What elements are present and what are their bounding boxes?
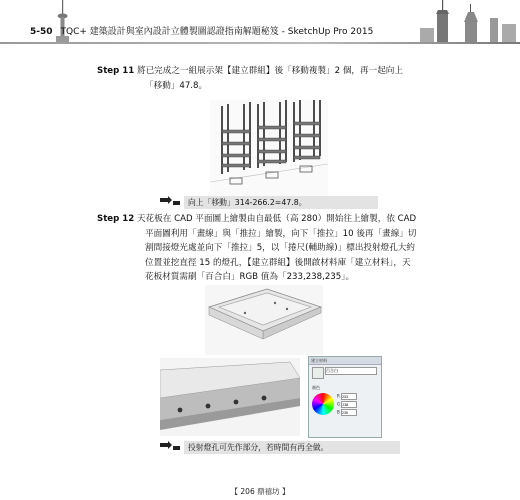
header-rule (0, 42, 520, 44)
create-material-dialog (308, 356, 382, 438)
header-book-title: TQC+ 建築設計與室內設計立體製圖認證指南解題秘笈 - SketchUp Pro 2015 (60, 27, 374, 37)
color-section-label: 顏色 (312, 385, 320, 390)
step-12-text-0: 天花板在 CAD 平面圖上繪製由自最低（高 280）開始往上繪製，依 CAD (136, 214, 417, 224)
step-12-text-1: 平面圖利用「畫線」與「推拉」繪製，向下「推拉」10 後再「畫線」切 (145, 228, 417, 239)
material-swatch (312, 367, 324, 379)
shelving-drawing (210, 100, 328, 198)
figure-lamp-holes-closeup (160, 358, 300, 436)
tips-icon-2 (160, 441, 180, 453)
step-12-text-2: 割間接燈光處並向下「推拉」5，以「捲尺(輔助線)」標出投射燈孔大約 (145, 243, 415, 253)
figure-shelving-units (210, 100, 328, 198)
step-11 (97, 64, 427, 93)
step-12 (97, 212, 427, 285)
note-2 (184, 441, 400, 454)
right-skyline-decoration (420, 0, 520, 44)
rgb-rows (337, 393, 377, 417)
rgb-r-label: R (337, 393, 340, 399)
material-name-input[interactable] (325, 367, 377, 375)
step-11-label: Step 11 (97, 66, 135, 76)
rgb-row-b (337, 409, 377, 417)
page-footer: 【 206 鼎禧坊 】 (230, 487, 290, 496)
color-wheel (312, 393, 334, 415)
tips-icon (160, 196, 180, 208)
rgb-b-label: B (337, 409, 340, 415)
rgb-g-field[interactable] (341, 401, 357, 408)
dialog-title: 建立材料 (311, 358, 327, 363)
page-header (0, 0, 520, 58)
dialog-title-bar (309, 357, 381, 365)
rgb-row-g (337, 401, 377, 409)
rgb-g-label: G (337, 401, 341, 407)
header-page-number: 5-50 (30, 27, 53, 37)
step-12-text-3: 位置並挖直徑 15 的燈孔，【建立群組】後開啟材料庫「建立材料」，天 (145, 257, 411, 268)
step-12-line-0 (97, 212, 427, 227)
note-1 (184, 196, 378, 209)
closeup-drawing (160, 358, 300, 436)
rgb-row-r (337, 393, 377, 401)
step-12-label: Step 12 (97, 214, 135, 224)
rgb-r-field[interactable] (341, 393, 357, 400)
rgb-b-field[interactable] (341, 409, 357, 416)
ceiling-drawing (205, 285, 323, 355)
figure-ceiling-perspective (205, 285, 323, 355)
step-11-line-1: 將已完成之一組展示架【建立群組】後「移動複製」2 個，再一起向上 (136, 66, 403, 76)
header-title (30, 24, 373, 37)
note-2-text: 投射燈孔可先作部分，若時間有再全做。 (188, 443, 329, 452)
note-1-text: 向上「移動」314-266.2=47.8。 (188, 198, 307, 207)
step-11-line-2: 「移動」47.8。 (145, 80, 208, 91)
step-12-text-4: 花板材質需刷「百合白」RGB 值為「233,238,235」。 (145, 272, 355, 282)
